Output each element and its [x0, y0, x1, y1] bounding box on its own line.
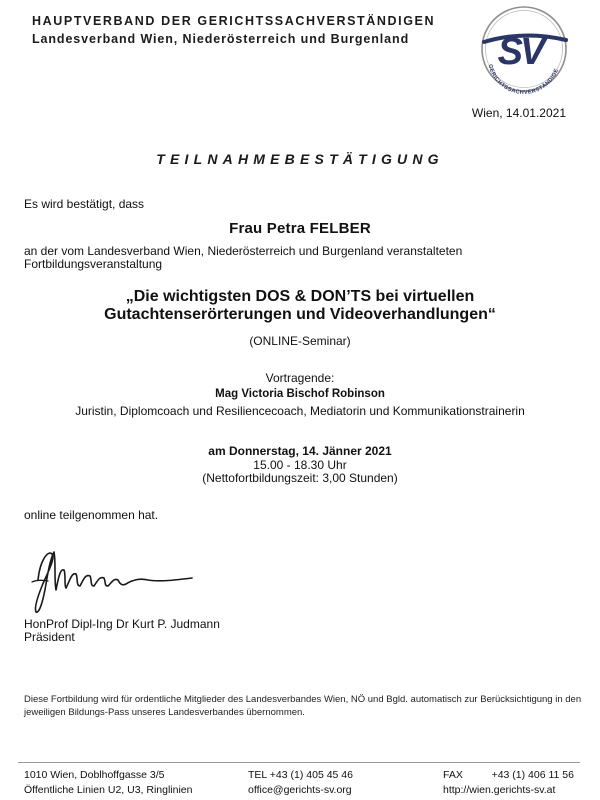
seminar-format: (ONLINE-Seminar)	[249, 334, 351, 348]
organization-name: HAUPTVERBAND DER GERICHTSSACHVERSTÄNDIGEN	[32, 14, 436, 28]
signer-block	[24, 618, 220, 644]
signer-title: Präsident	[24, 630, 75, 644]
logo-ring-textpath: GERICHTSSACHVERSTÄNDIGE	[486, 63, 561, 97]
event-time: 15.00 - 18.30 Uhr	[253, 458, 347, 472]
issue-date: Wien, 14.01.2021	[471, 106, 566, 120]
speakers-label: Vortragende:	[265, 371, 335, 385]
signature	[26, 540, 206, 620]
footer-address	[24, 768, 193, 798]
seminar-title-line-2: Gutachtenserörterungen und Videoverhandlungen“	[104, 306, 496, 323]
footer-website: http://wien.gerichts-sv.at	[443, 784, 556, 796]
footer-address-line: 1010 Wien, Doblhoffgasse 3/5	[24, 769, 165, 781]
branch-name: Landesverband Wien, Niederösterreich und Burgenland	[32, 32, 410, 46]
intro-text: Es wird bestätigt, dass	[24, 197, 145, 211]
signer-name: HonProf Dipl-Ing Dr Kurt P. Judmann	[24, 617, 220, 631]
event-description: an der vom Landesverband Wien, Niederösterreich und Burgenland veranstalteten Fortbildungsveranstaltung	[24, 244, 463, 271]
footer-fax-label: FAX	[443, 769, 463, 781]
logo-letters	[498, 31, 548, 73]
footer-fax: +43 (1) 406 11 56	[491, 769, 574, 781]
sv-logo	[476, 4, 572, 100]
document-title: TEILNAHMEBESTÄTIGUNG	[156, 151, 444, 167]
signature-stroke	[35, 552, 192, 612]
footer-contact	[248, 768, 353, 798]
footer-divider	[18, 762, 580, 763]
event-date: am Donnerstag, 14. Jänner 2021	[208, 444, 392, 458]
disclaimer: Diese Fortbildung wird für ordentliche Mitglieder des Landesverbandes Wien, NÖ und Bgld. automatisch zur Berücksichtigung in den jeweiligen Bildungs-Pass unseres Landesverbandes übernommen.	[24, 694, 582, 718]
footer-fax-row	[443, 768, 574, 783]
footer-email: office@gerichts-sv.org	[248, 784, 352, 796]
seminar-title-line-1: „Die wichtigsten DOS & DON’TS bei virtuellen	[125, 288, 475, 305]
seminar-title	[20, 288, 580, 324]
event-credit-hours: (Nettofortbildungszeit: 3,00 Stunden)	[202, 471, 398, 485]
logo-letters-text: SV	[497, 31, 543, 73]
footer-phone: TEL +43 (1) 405 45 46	[248, 769, 353, 781]
footer-transit-line: Öffentliche Linien U2, U3, Ringlinien	[24, 784, 193, 796]
recipient-name: Frau Petra FELBER	[229, 220, 371, 237]
closing-text: online teilgenommen hat.	[24, 508, 159, 522]
footer-fax-web	[443, 768, 574, 798]
speaker-name: Mag Victoria Bischof Robinson	[215, 388, 385, 400]
speaker-roles: Juristin, Diplomcoach und Resiliencecoach, Mediatorin und Kommunikationstrainerin	[75, 404, 525, 418]
